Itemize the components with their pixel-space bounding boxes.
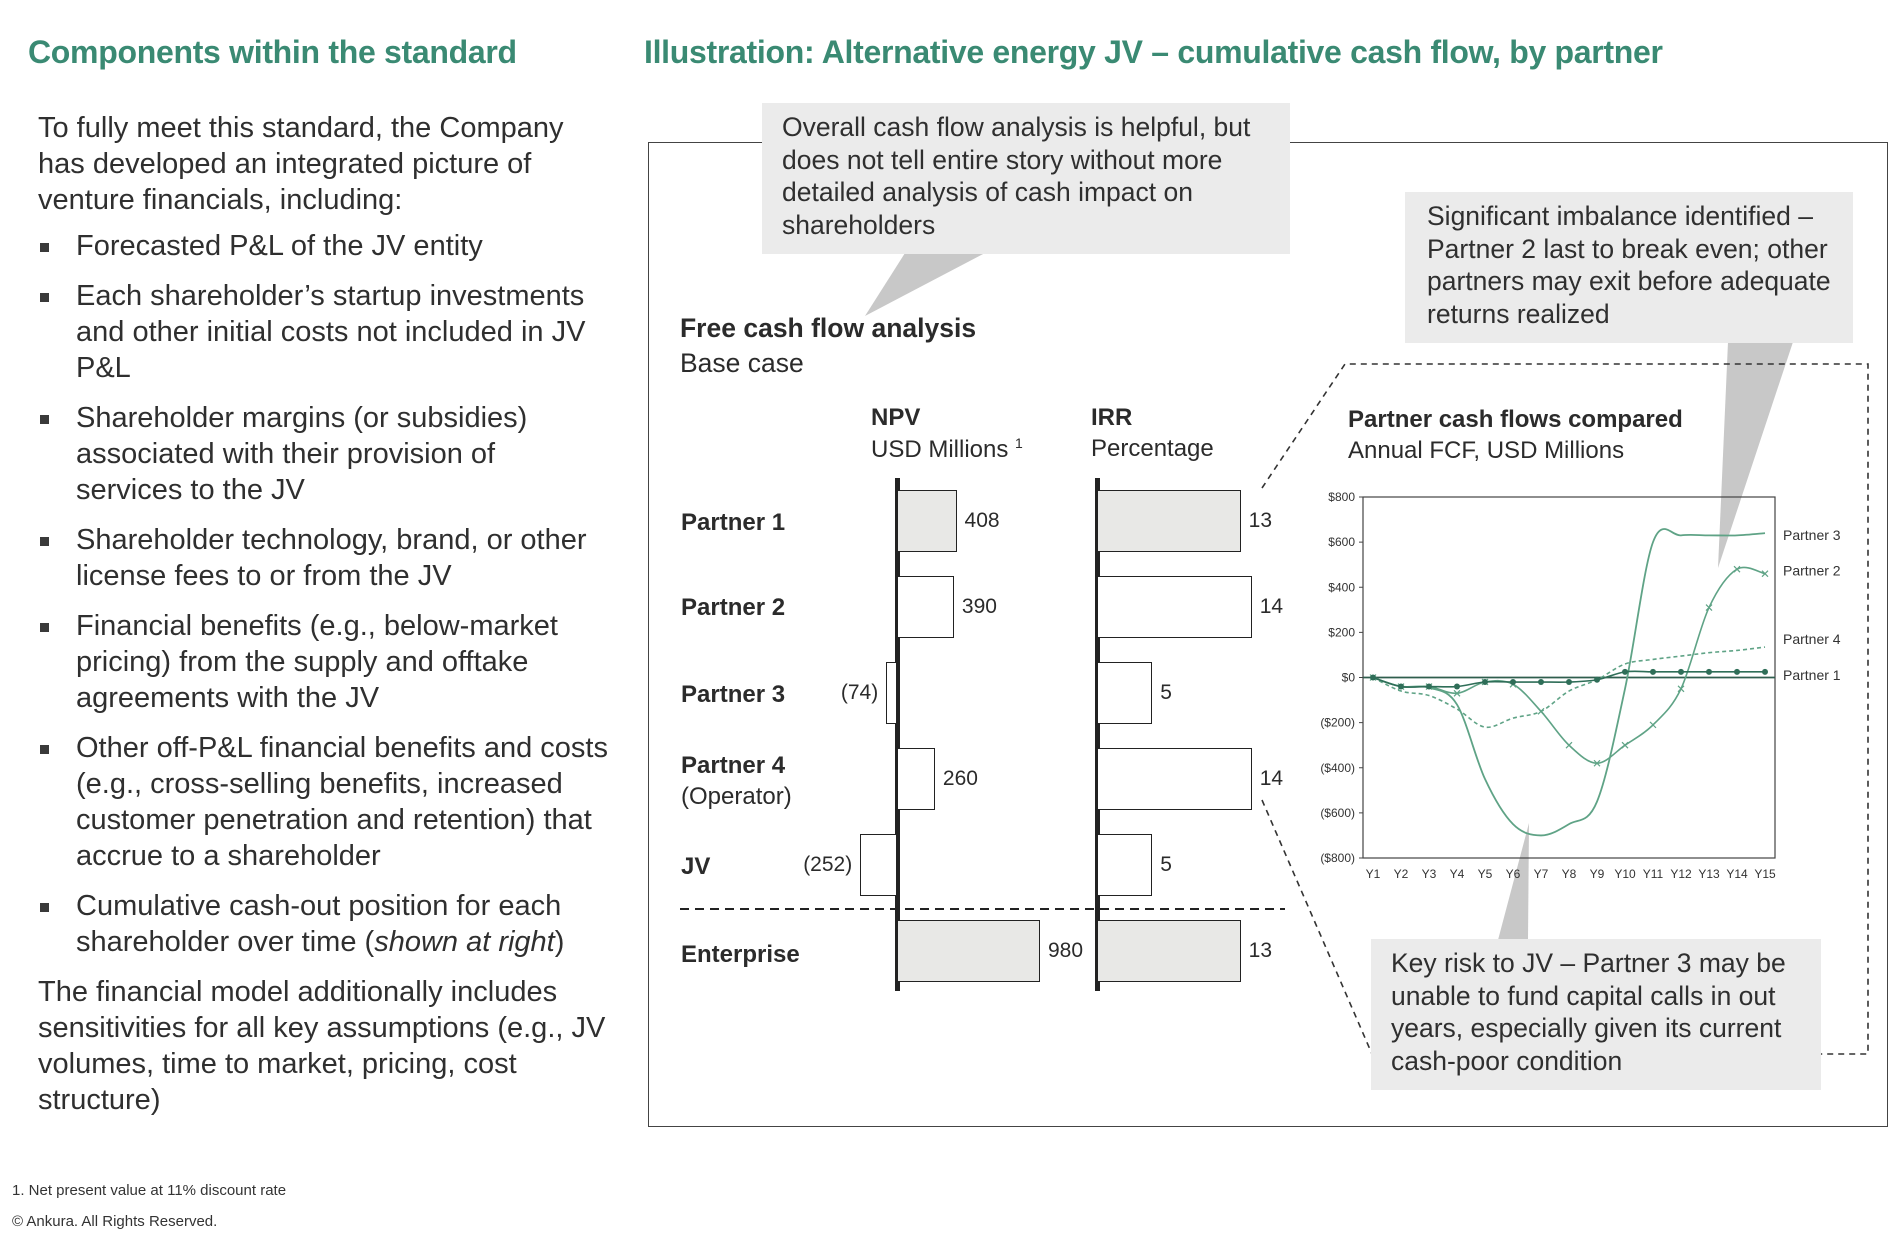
npv-footnote-marker: 1 — [1015, 435, 1023, 451]
npv-value-label: 408 — [964, 509, 1000, 532]
legend-label: Partner 3 — [1783, 527, 1841, 544]
data-point — [1762, 669, 1768, 675]
irr-value-label: 5 — [1160, 681, 1172, 704]
list-item-emphasis: shown at right — [374, 926, 555, 958]
npv-value-label: 390 — [961, 595, 997, 618]
x-tick-label: Y8 — [1561, 867, 1577, 881]
data-point — [1706, 669, 1712, 675]
row-label-partner-2: Partner 2 — [681, 594, 786, 621]
illustration-heading: Illustration: Alternative energy JV – cumulative cash flow, by partner — [644, 34, 1663, 70]
intro-paragraph: To fully meet this standard, the Company has developed an integrated picture of venture financials, including: — [38, 112, 564, 216]
data-point — [1426, 684, 1432, 690]
y-tick-label: ($600) — [1320, 805, 1355, 820]
irr-title: IRR — [1091, 404, 1133, 431]
x-tick-label: Y5 — [1477, 867, 1493, 881]
npv-title: NPV — [871, 404, 921, 431]
data-point — [1622, 742, 1628, 748]
irr-value-label: 13 — [1248, 939, 1272, 962]
list-item: Forecasted P&L of the JV entity — [38, 228, 608, 264]
npv-value-label: (252) — [803, 853, 853, 876]
left-heading: Components within the standard — [28, 34, 517, 70]
y-tick-label: $400 — [1328, 580, 1355, 595]
data-point — [1706, 605, 1712, 611]
copyright: © Ankura. All Rights Reserved. — [12, 1213, 218, 1230]
row-label-jv: JV — [681, 853, 711, 880]
outro-paragraph: The financial model additionally includes sensitivities for all key assumptions (e.g., JV volumes, time to market, pricing, cost structure) — [38, 976, 606, 1116]
data-point — [1454, 684, 1460, 690]
data-point — [1650, 722, 1656, 728]
fcf-subtitle: Base case — [680, 348, 804, 378]
fcf-title: Free cash flow analysis — [680, 313, 977, 343]
x-tick-label: Y7 — [1533, 867, 1549, 881]
footnote: 1. Net present value at 11% discount rate — [12, 1182, 287, 1199]
x-tick-label: Y12 — [1670, 867, 1692, 881]
data-point — [1650, 669, 1656, 675]
partner-cash-flow-chart — [1300, 480, 1860, 890]
y-tick-label: ($400) — [1320, 760, 1355, 775]
x-tick-label: Y6 — [1505, 867, 1521, 881]
list-item-text-end: ) — [554, 926, 565, 958]
data-point — [1678, 686, 1684, 692]
npv-value-label: (74) — [840, 681, 879, 704]
list-item-text: Cumulative cash-out position for each shareholder over time ( — [76, 890, 562, 958]
irr-value-label: 5 — [1160, 853, 1172, 876]
row-label-partner-4: Partner 4 — [681, 752, 786, 779]
legend-label: Partner 2 — [1783, 562, 1841, 579]
callout-imbalance: Significant imbalance identified – Partner 2 last to break even; other partners may exit before adequate returns realized — [1405, 192, 1853, 343]
data-point — [1566, 679, 1572, 685]
x-tick-label: Y15 — [1754, 867, 1776, 881]
x-tick-label: Y10 — [1614, 867, 1636, 881]
data-point — [1678, 669, 1684, 675]
x-tick-label: Y2 — [1393, 867, 1409, 881]
row-sublabel-operator: (Operator) — [681, 783, 792, 810]
list-item: Shareholder technology, brand, or other license fees to or from the JV — [38, 522, 608, 594]
irr-value-label: 14 — [1259, 595, 1284, 618]
x-tick-label: Y3 — [1421, 867, 1437, 881]
row-label-partner-3: Partner 3 — [681, 681, 786, 708]
npv-unit: USD Millions — [871, 436, 1016, 463]
data-point — [1734, 669, 1740, 675]
legend-label: Partner 4 — [1783, 631, 1841, 648]
data-point — [1538, 679, 1544, 685]
row-label-enterprise: Enterprise — [681, 941, 800, 968]
y-tick-label: $800 — [1328, 490, 1355, 504]
x-tick-label: Y14 — [1726, 867, 1748, 881]
y-tick-label: $600 — [1328, 535, 1355, 550]
data-point — [1510, 679, 1516, 685]
list-item: Other off-P&L financial benefits and costs (e.g., cross-selling benefits, increased customer penetration and retention) that accrue to a shareholder — [38, 730, 608, 874]
list-item: Shareholder margins (or subsidies) associated with their provision of services to the JV — [38, 400, 608, 508]
x-tick-label: Y13 — [1698, 867, 1720, 881]
row-label-partner-1: Partner 1 — [681, 509, 786, 536]
y-tick-label: $0 — [1341, 670, 1355, 685]
y-tick-label: ($200) — [1320, 715, 1355, 730]
npv-value-label: 260 — [942, 767, 978, 790]
line-chart-title: Partner cash flows compared — [1348, 406, 1683, 433]
legend-label: Partner 1 — [1783, 666, 1841, 683]
callout-pointer — [865, 253, 985, 316]
callout-overall-cash-flow: Overall cash flow analysis is helpful, but does not tell entire story without more detailed analysis of cash impact on shareholders — [762, 103, 1290, 254]
data-point — [1398, 684, 1404, 690]
line-chart-subtitle: Annual FCF, USD Millions — [1348, 437, 1625, 464]
x-tick-label: Y9 — [1589, 867, 1605, 881]
irr-subtitle: Percentage — [1091, 435, 1214, 462]
data-point — [1594, 677, 1600, 683]
irr-value-label: 13 — [1248, 509, 1272, 532]
x-tick-label: Y1 — [1365, 867, 1381, 881]
list-item: Financial benefits (e.g., below-market pricing) from the supply and offtake agreements with the JV — [38, 608, 608, 716]
x-tick-label: Y4 — [1449, 867, 1465, 881]
data-point — [1734, 566, 1740, 572]
callout-key-risk: Key risk to JV – Partner 3 may be unable to fund capital calls in out years, especially given its current cash-poor condition — [1371, 939, 1821, 1090]
data-point — [1370, 675, 1376, 681]
npv-value-label: 980 — [1047, 939, 1084, 962]
npv-subtitle — [871, 435, 1023, 464]
y-tick-label: ($800) — [1320, 851, 1355, 865]
x-tick-label: Y11 — [1642, 867, 1664, 881]
data-point — [1622, 669, 1628, 675]
data-point — [1566, 742, 1572, 748]
data-point — [1482, 679, 1488, 685]
y-tick-label: $200 — [1328, 625, 1355, 640]
irr-value-label: 14 — [1259, 767, 1284, 790]
list-item: Each shareholder’s startup investments and other initial costs not included in JV P&L — [38, 278, 608, 386]
series-line-partner-2 — [1373, 567, 1765, 763]
